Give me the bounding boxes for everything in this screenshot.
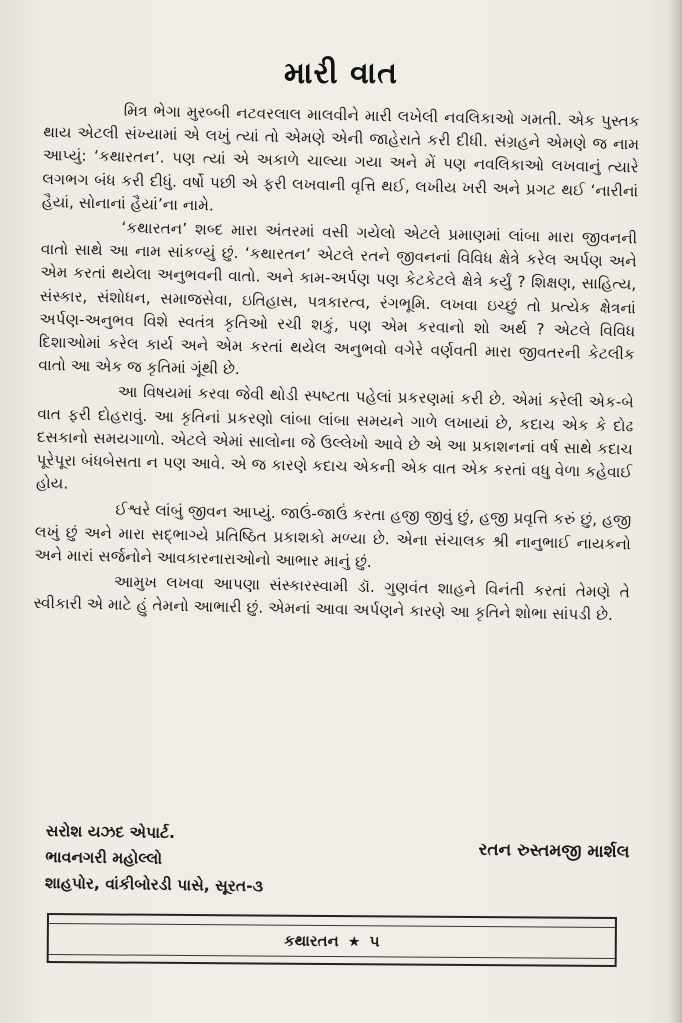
signature-block bbox=[45, 818, 636, 905]
paragraph-4: ઈશ્વરે લાંબું જીવન આપ્યું. જાઉં-જાઉં કરતા હજી જીવું છું, હજી પ્રવૃત્તિ કરું છું, હજી લખું છું અને મારા સદ્ભાગ્યે પ્રતિષ્ઠિત પ્રકાશકો મળ્યા છે. એના સંચાલક શ્રી નાનુભાઈ નાયકનો અને મારાં સર્જનોને આવકારનારાઓનો આભાર માનું છું. bbox=[34, 501, 632, 571]
star-icon: ★ bbox=[347, 934, 361, 951]
paragraph-2: ‘કથારતન’ શબ્દ મારા અંતરમાં વસી ગયેલો એટલે પ્રમાણમાં લાંબા મારા જીવનની વાતો સાથે આ નામ સાંકળ્યું છું. ‘કથારતન’ એટલે રતને જીવનનાં વિવિધ ક્ષેત્રે કરેલ અર્પણ અને એમ કરતાં થયેલા અનુભવની વાતો. અને કામ-અર્પણ પણ કેટકેટલે ક્ષેત્રે કર્યું ? શિક્ષણ, સાહિત્ય, સંસ્કાર, સંશોધન, સમાજસેવા, ઇતિહાસ, પત્રકારત્વ, રંગભૂમિ. લખવા ઇચ્છું તો પ્રત્યેક ક્ષેત્રનાં અર્પણ-અનુભવ વિશે સ્વતંત્ર કૃતિઓ રચી શકું, પણ એમ કરવાનો શો અર્થ ? એટલે વિવિધ દિશાઓમાં કરેલ કાર્ય અને એમ કરતાં થયેલ અનુભવો વગેરે વર્ણવતી મારા જીવતરની કેટલીક વાતો આ એક જ કૃતિમાં ગૂંથી છે. bbox=[38, 218, 638, 379]
paragraph-3: આ વિષયમાં કરવા જેવી થોડી સ્પષ્ટતા પહેલાં પ્રકરણમાં કરી છે. એમાં કરેલી એક-બે વાત ફરી દોહરાવું. આ કૃતિનાં પ્રકરણો લાંબા લાંબા સમયને ગાળે લખાયાં છે, કદાચ એક કે દોઢ દસકાનો સમયગાળો. એટલે એમાં સાલોના જે ઉલ્લેખો આવે છે એ આ પ્રકાશનનાં વર્ષ સાથે કદાચ પૂરેપૂરા બંધબેસતા ન પણ આવે. એ જ કારણે કદાચ એકની એક વાત એક કરતાં વધુ વેળા કહેવાઈ હોય. bbox=[35, 383, 634, 493]
address-line-3: શાહપોર, વાંકીબોરડી પાસે, સૂરત-૩ bbox=[44, 873, 264, 896]
address-line-2: ભાવનગરી મહોલ્લો bbox=[45, 847, 163, 868]
page-footer bbox=[47, 913, 617, 967]
paragraph-5: આમુખ લખવા આપણા સંસ્કારસ્વામી ડૉ. ગુણવંત શાહને વિનંતી કરતાં તેમણે તે સ્વીકારી એ માટે હું તેમનો આભારી છું. એમનાં આવા અર્પણને કારણે આ કૃતિને શોભા સાંપડી છે. bbox=[33, 572, 630, 625]
footer-page-number: ૫ bbox=[369, 932, 380, 951]
address-line-1: સરોશ યઝદ એપાર્ટ. bbox=[45, 821, 176, 843]
spine-shadow bbox=[668, 0, 682, 1023]
page-title: મારી વાત bbox=[284, 56, 398, 91]
footer-book-title: કથારતન bbox=[283, 931, 339, 951]
preface-body bbox=[33, 98, 640, 628]
author-name: રતન રુસ્તમજી માર્શલ bbox=[478, 839, 630, 863]
paragraph-1: મિત્ર ભેગા મુરબ્બી નટવરલાલ માલવીને મારી લખેલી નવલિકાઓ ગમતી. એક પુસ્તક થાય એટલી સંખ્યામાં એ લખું ત્યાં તો એમણે એની જાહેરાતે કરી દીધી. સંગ્રહને એમણે જ નામ આપ્યું: ‘કથારતન’. પણ ત્યાં એ અકાળે ચાલ્યા ગયા અને મેં પણ નવલિકાઓ લખવાનું ત્યારે લગભગ બંધ કરી દીધું. વર્ષો પછી એ ફરી લખવાની વૃત્તિ થઈ, લખીય ખરી અને પ્રગટ થઈ ‘નારીનાં હૈયાં, સોનાનાં હૈયાં’ના નામે. bbox=[41, 101, 640, 215]
footer-band bbox=[49, 923, 615, 959]
